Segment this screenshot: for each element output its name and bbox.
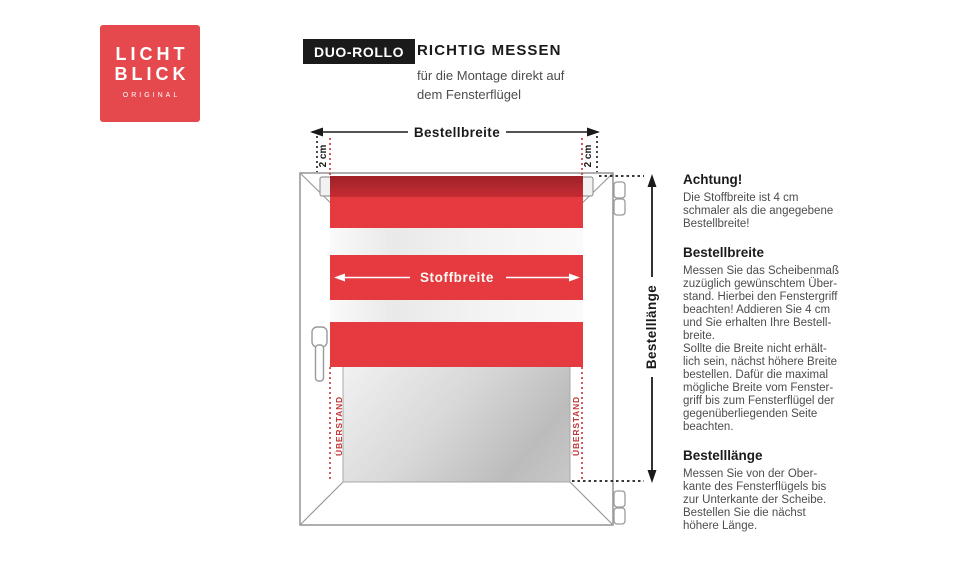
instruction-line: schmaler als die angegebene <box>683 205 834 217</box>
offset-right-label: 2 cm <box>583 144 594 168</box>
section-heading: Bestellbreite <box>683 245 765 260</box>
fabric-stripe-sheer-2 <box>330 300 583 322</box>
instruction-line: Bestellen Sie die nächst <box>683 507 806 519</box>
ueberstand-left-label: ÜBERSTAND <box>334 396 344 456</box>
arrowhead-right <box>587 128 600 137</box>
instruction-line: gegenüberliegenden Seite <box>683 408 818 420</box>
instruction-line: stand. Hierbei den Fenstergriff <box>683 291 838 303</box>
section-achtung <box>683 172 853 231</box>
cassette-bracket-left <box>320 177 331 196</box>
hinge-bottom <box>614 491 625 524</box>
section-heading: Achtung! <box>683 172 743 187</box>
measurement-diagram <box>280 115 680 545</box>
instruction-line: Messen Sie von der Ober- <box>683 468 818 480</box>
instruction-line: zur Unterkante der Scheibe. <box>683 494 827 506</box>
section-heading: Bestelllänge <box>683 448 763 463</box>
offset-left-label: 2 cm <box>318 144 329 168</box>
instruction-line: und Sie erhalten Ihre Bestell- <box>683 317 832 329</box>
brand-logo <box>100 25 200 122</box>
logo-tagline: ORIGINAL <box>122 92 181 99</box>
subtitle-line-1: für die Montage direkt auf <box>417 68 565 83</box>
instruction-line: bestellen. Dafür die maximal <box>683 369 829 381</box>
instruction-line: breite. <box>683 330 715 342</box>
bestelllaenge-label: Bestelllänge <box>644 284 659 370</box>
page-title: RICHTIG MESSEN <box>417 42 562 59</box>
section-bestellbreite <box>683 245 853 434</box>
instruction-line: mögliche Breite vom Fenster- <box>683 382 834 394</box>
arrowhead-left <box>310 128 323 137</box>
instruction-column <box>683 172 853 547</box>
fabric-stripe-sheer-1 <box>330 228 583 255</box>
instruction-line: kante des Fensterflügels bis <box>683 481 827 493</box>
instruction-line: griff bis zum Fensterflügel der <box>683 395 835 407</box>
product-badge: DUO-ROLLO <box>303 39 415 64</box>
instruction-line: zuzüglich gewünschtem Über- <box>683 278 838 290</box>
hinge-top <box>614 182 625 215</box>
ueberstand-right-label: ÜBERSTAND <box>571 396 581 456</box>
subtitle-line-2: dem Fensterflügel <box>417 87 522 102</box>
logo-word-2: BLICK <box>114 64 190 84</box>
logo-word-1: LICHT <box>115 44 189 64</box>
arrowhead-down <box>648 470 657 483</box>
instruction-line: höhere Länge. <box>683 520 758 532</box>
stoffbreite-label: Stoffbreite <box>419 270 495 285</box>
bestellbreite-annotation <box>310 125 600 177</box>
section-bestelllaenge <box>683 448 853 533</box>
cassette-bracket-right <box>582 177 593 196</box>
instruction-line: Sollte die Breite nicht erhält- <box>683 343 827 355</box>
arrowhead-up <box>648 174 657 187</box>
fabric-stripe-red-3 <box>330 322 583 367</box>
cassette-bar <box>330 176 583 197</box>
instruction-line: Messen Sie das Scheibenmaß <box>683 265 839 277</box>
instruction-line: beachten. <box>683 421 734 433</box>
page-subtitle <box>417 66 564 104</box>
fabric-stripe-red-1 <box>330 197 583 228</box>
instruction-line: lich sein, nächst höhere Breite <box>683 356 838 368</box>
instruction-line: beachten! Addieren Sie 4 cm <box>683 304 831 316</box>
bestellbreite-label: Bestellbreite <box>413 125 501 140</box>
instruction-line: Die Stoffbreite ist 4 cm <box>683 192 799 204</box>
instruction-line: Bestellbreite! <box>683 218 750 230</box>
